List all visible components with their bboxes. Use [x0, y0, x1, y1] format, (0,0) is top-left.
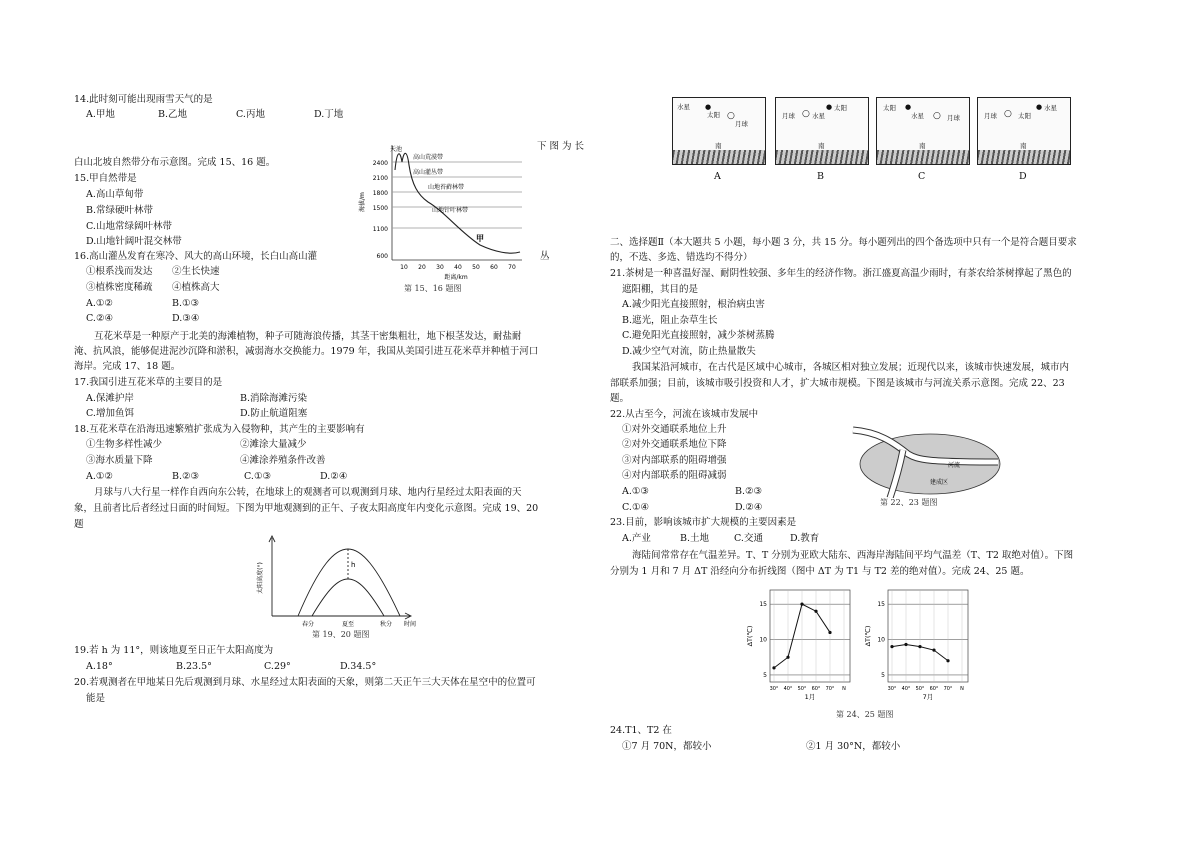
q18-item-1: ①生物多样性减少 — [86, 439, 163, 450]
xtick: 50° — [915, 686, 925, 692]
q23-option-c[interactable]: C.交通 — [734, 533, 763, 544]
xtick: 50 — [472, 264, 480, 271]
xtick: 30° — [887, 686, 897, 692]
sky-label: 月球 — [735, 120, 748, 128]
intro17-line2: 淹、抗风浪，能够促进泥沙沉降和淤积，减弱海水交换能力。1979 年，我国从美国引进互花米草并种植于河口 — [74, 346, 539, 357]
ytick: 10 — [877, 636, 885, 644]
q23-option-b[interactable]: B.土地 — [680, 533, 710, 544]
xtick: 30° — [769, 686, 779, 692]
y-axis-label: 太阳高度(°) — [257, 562, 264, 594]
q18-item-4: ④滩涂养殖条件改善 — [240, 455, 326, 466]
chart-january — [746, 590, 850, 701]
section2-line1: 二、选择题Ⅱ（本大题共 5 小题，每小题 3 分，共 15 分。每小题列出的四个备选项中只有一个是符合题目要求 — [610, 237, 1077, 248]
q22-option-c[interactable]: C.①④ — [622, 502, 649, 513]
q20-line2: 能是 — [86, 693, 106, 704]
q22-option-a[interactable]: A.①③ — [622, 486, 649, 497]
south-label: 南 — [818, 142, 825, 150]
intro22-line3: 题。 — [610, 393, 630, 404]
circle-icon: ○ — [802, 109, 810, 119]
ytick-2100: 2100 — [372, 175, 388, 182]
data-point — [932, 649, 935, 652]
sky-label: 水星 — [911, 112, 924, 120]
q20-line1: 20.若观测者在甲地某日先后观测到月球、水星经过太阳表面的天象，则第二天正午三大天体在星空中的位置可 — [74, 677, 536, 688]
sky-label-d: D — [1019, 171, 1027, 182]
sky-option-c[interactable] — [876, 97, 970, 165]
data-point — [918, 645, 921, 648]
panel-label: 7月 — [922, 693, 934, 701]
sky-label: 太阳 — [707, 111, 720, 119]
ytick-1500: 1500 — [372, 205, 388, 212]
xtick: 60° — [929, 686, 939, 692]
intro17-line3: 海岸。完成 17、18 题。 — [74, 361, 181, 372]
ytick-600: 600 — [376, 253, 388, 260]
q16-item-3: ③植株密度稀疏 — [86, 282, 153, 293]
xtick-summer: 夏至 — [341, 621, 355, 628]
q16-item-1: ①根系浅而发达 — [86, 266, 153, 277]
dot-icon: ● — [705, 103, 712, 111]
q15-stem: 15.甲自然带是 — [74, 173, 137, 184]
south-label: 南 — [919, 142, 926, 150]
q14-option-a[interactable]: A.甲地 — [86, 109, 115, 120]
q17-option-b[interactable]: B.消除海滩污染 — [240, 393, 308, 404]
ytick-1100: 1100 — [372, 226, 388, 233]
ytick-1800: 1800 — [372, 190, 388, 197]
xtick: 70 — [508, 264, 516, 271]
figure-24-25 — [740, 582, 990, 707]
sky-label: 月球 — [984, 112, 997, 120]
q22-item-4: ④对内部联系的阻碍减弱 — [622, 470, 727, 481]
q16-option-a[interactable]: A.①② — [86, 298, 113, 309]
dot-icon: ● — [905, 103, 912, 111]
q15-option-d[interactable]: D.山地针阔叶混交林带 — [86, 236, 182, 247]
data-point — [814, 610, 817, 613]
q24-item-1: ①7 月 70N，都较小 — [622, 741, 712, 752]
intro15-line2: 白山北坡自然带分布示意图。完成 15、16 题。 — [74, 157, 276, 168]
intro15-line1: 下 图 为 长 — [537, 141, 585, 152]
q22-option-d[interactable]: D.②④ — [735, 502, 763, 513]
q16-item-4: ④植株高大 — [172, 282, 220, 293]
zone-desert: 高山荒漠带 — [413, 154, 444, 161]
intro17-line1: 互花米草是一种原产于北美的海滩植物，种子可随海浪传播，其茎干密集粗壮，地下根茎发达，耐盐耐 — [94, 331, 522, 342]
circle-icon: ○ — [727, 111, 735, 121]
y-axis-label: ΔT(℃) — [746, 625, 754, 647]
xtick: 70° — [825, 686, 835, 692]
intro24-line1: 海陆间常常存在气温差异。T、T 分别为亚欧大陆东、西海岸海陆间平均气温差（T、T2 取绝对值）。下图 — [632, 550, 1074, 561]
q14-option-d[interactable]: D.丁地 — [314, 109, 344, 120]
q21-option-a[interactable]: A.减少阳光直接照射，根治病虫害 — [622, 299, 765, 310]
x-axis-label: 距离/km — [444, 274, 468, 281]
intro19-line3: 题 — [74, 519, 84, 530]
q21-line1: 21.茶树是一种喜温好湿、耐阴性较强、多年生的经济作物。浙江盛夏高温少雨时，有茶农给茶树撑起了黑色的 — [610, 268, 1072, 279]
y-axis-label: 海拔/m — [359, 192, 366, 212]
sky-label: 水星 — [1044, 104, 1057, 112]
sky-label: 水星 — [677, 103, 690, 111]
data-point — [800, 603, 803, 606]
xtick: 40° — [783, 686, 793, 692]
sky-option-a[interactable] — [672, 97, 766, 165]
section2-line2: 的，不选、多选、错选均不得分） — [610, 252, 753, 263]
q22-option-b[interactable]: B.②③ — [735, 486, 763, 497]
ytick: 5 — [881, 671, 885, 679]
sky-option-b[interactable] — [775, 97, 869, 165]
intro19-line2: 象，且前者比后者经过日面的时间短。下图为甲地观测到的正午、子夜太阳高度年内变化示意图。完成 19、20 — [74, 503, 539, 514]
xtick: 70° — [943, 686, 953, 692]
q15-option-b[interactable]: B.常绿硬叶林带 — [86, 205, 154, 216]
q22-item-1: ①对外交通联系地位上升 — [622, 424, 727, 435]
data-point — [772, 666, 775, 669]
xtick: 50° — [797, 686, 807, 692]
q17-option-a[interactable]: A.保滩护岸 — [86, 393, 134, 404]
xtick: 40° — [901, 686, 911, 692]
q19-option-b[interactable]: B.23.5° — [176, 661, 212, 672]
sky-label: 太阳 — [1018, 112, 1031, 120]
q14-option-c[interactable]: C.丙地 — [236, 109, 265, 120]
peak-label: 天池 — [390, 146, 403, 153]
xtick: N — [842, 686, 846, 692]
ground-strip — [877, 150, 969, 164]
city-label: 建成区 — [930, 479, 949, 486]
q18-option-a[interactable]: A.①② — [86, 471, 113, 482]
ytick-2400: 2400 — [372, 160, 388, 167]
zone-shrub: 高山灌丛带 — [413, 169, 444, 176]
zone-jia: 甲 — [476, 234, 484, 243]
ytick: 15 — [877, 601, 885, 609]
intro22-line1: 我国某沿河城市，在古代是区域中心城市，各城区相对独立发展；近现代以来，该城市快速发展，城市内 — [632, 362, 1070, 373]
panel-label: 1月 — [804, 693, 816, 701]
sky-label-c: C — [918, 171, 926, 182]
zone-conifer: 山地针叶林带 — [432, 207, 469, 214]
sky-label-a: A — [714, 171, 721, 182]
data-point — [890, 645, 893, 648]
q18-option-d[interactable]: D.②④ — [320, 471, 348, 482]
sky-label: 太阳 — [834, 104, 847, 112]
q21-option-c[interactable]: C.避免阳光直接照射，减少茶树蒸腾 — [622, 330, 775, 341]
circle-icon: ○ — [933, 111, 941, 121]
xtick-spring: 春分 — [301, 621, 315, 628]
ground-strip — [673, 150, 765, 164]
xtick-time: 时间 — [403, 621, 417, 628]
dot-icon: ● — [1036, 103, 1043, 111]
q19-option-c[interactable]: C.29° — [264, 661, 291, 672]
q14-stem: 14.此时刻可能出现雨雪天气的是 — [74, 94, 213, 105]
plot-frame — [888, 590, 968, 682]
xtick: 10 — [400, 264, 408, 271]
sky-label: 月球 — [782, 112, 795, 120]
xtick: 60° — [811, 686, 821, 692]
fig2425-caption: 第 24、25 题图 — [836, 710, 894, 719]
q18-option-b[interactable]: B.②③ — [172, 471, 200, 482]
q22-item-2: ②对外交通联系地位下降 — [622, 439, 727, 450]
q16-stem-tail: 丛 — [540, 251, 550, 262]
q24-item-2: ②1 月 30°N，都较小 — [806, 741, 901, 752]
sky-label: 月球 — [947, 114, 960, 122]
q23-stem: 23.目前，影响该城市扩大规模的主要因素是 — [610, 517, 797, 528]
sky-label: 太阳 — [883, 104, 896, 112]
dot-icon: ● — [826, 103, 833, 111]
xtick: N — [960, 686, 964, 692]
ytick: 5 — [763, 671, 767, 679]
intro22-line2: 部联系加强；目前，该城市吸引投资和人才，扩大城市规模。下图是该城市与河流关系示意图。完成 22、23 — [610, 378, 1065, 389]
ground-strip — [776, 150, 868, 164]
q21-option-b[interactable]: B.遮光，阻止杂草生长 — [622, 315, 718, 326]
data-point — [904, 643, 907, 646]
q24-stem: 24.T1、T2 在 — [610, 725, 672, 736]
q16-stem: 16.高山灌丛发育在寒冷、风大的高山环境，长白山高山灌 — [74, 251, 318, 262]
figure-22-23 — [848, 420, 1008, 498]
fig1516-caption: 第 15、16 题图 — [404, 284, 462, 293]
ground-strip — [978, 150, 1070, 164]
q16-option-d[interactable]: D.③④ — [172, 313, 200, 324]
south-label: 南 — [1020, 142, 1027, 150]
zone-moss: 山地苔藓林带 — [428, 184, 465, 191]
q19-stem: 19.若 h 为 11°，则该地夏至日正午太阳高度为 — [74, 645, 274, 656]
figure-15-16 — [350, 140, 530, 295]
q23-option-a[interactable]: A.产业 — [622, 533, 651, 544]
q15-option-a[interactable]: A.高山草甸带 — [86, 189, 144, 200]
q19-option-a[interactable]: A.18° — [86, 661, 113, 672]
h-label: h — [351, 561, 356, 569]
q19-option-d[interactable]: D.34.5° — [340, 661, 377, 672]
q21-line2: 遮阳棚，其目的是 — [622, 284, 699, 295]
q22-stem: 22.从古至今，河流在该城市发展中 — [610, 409, 759, 420]
circle-icon: ○ — [1004, 109, 1012, 119]
chart-july — [864, 590, 968, 701]
q15-option-c[interactable]: C.山地常绿阔叶林带 — [86, 221, 172, 232]
figure-19-20 — [250, 534, 420, 634]
plot-frame — [770, 590, 850, 682]
data-point — [786, 656, 789, 659]
xtick: 40 — [454, 264, 462, 271]
sky-label-b: B — [817, 171, 824, 182]
q16-option-c[interactable]: C.②④ — [86, 313, 113, 324]
q16-option-b[interactable]: B.①③ — [172, 298, 200, 309]
ytick: 15 — [759, 601, 767, 609]
q18-option-c[interactable]: C.①③ — [244, 471, 271, 482]
xtick: 20 — [418, 264, 426, 271]
intro19-line1: 月球与八大行星一样作自西向东公转，在地球上的观测者可以观测到月球、地内行星经过太阳表面的天 — [94, 487, 522, 498]
q18-item-3: ③海水质量下降 — [86, 455, 153, 466]
q14-option-b[interactable]: B.乙地 — [158, 109, 188, 120]
fig2223-caption: 第 22、23 题图 — [880, 498, 938, 507]
q16-item-2: ②生长快速 — [172, 266, 220, 277]
q21-option-d[interactable]: D.减少空气对流，防止热量散失 — [622, 346, 756, 357]
intro24-line2: 分别为 1 月和 7 月 ΔT 沿经向分布折线图（图中 ΔT 为 T1 与 T2 差的绝对值）。完成 24、25 题。 — [610, 566, 1030, 577]
data-point — [828, 631, 831, 634]
xtick-autumn: 秋分 — [379, 621, 393, 628]
xtick: 30 — [436, 264, 444, 271]
sky-option-d[interactable] — [977, 97, 1071, 165]
sky-label: 水星 — [812, 112, 825, 120]
fig1920-caption: 第 19、20 题图 — [312, 630, 370, 639]
q18-stem: 18.互花米草在沿海迅速繁殖扩张成为入侵物种，其产生的主要影响有 — [74, 424, 365, 435]
q18-item-2: ②滩涂大量减少 — [240, 439, 307, 450]
q17-option-d[interactable]: D.防止航道阻塞 — [240, 408, 308, 419]
q17-option-c[interactable]: C.增加鱼饵 — [86, 408, 134, 419]
south-label: 南 — [715, 142, 722, 150]
q22-item-3: ③对内部联系的阻碍增强 — [622, 455, 727, 466]
q17-stem: 17.我国引进互花米草的主要目的是 — [74, 377, 223, 388]
q23-option-d[interactable]: D.教育 — [790, 533, 820, 544]
river-label: 河流 — [948, 462, 961, 469]
ytick: 10 — [759, 636, 767, 644]
data-point — [946, 659, 949, 662]
xtick: 60 — [490, 264, 498, 271]
y-axis-label: ΔT(℃) — [864, 625, 872, 647]
